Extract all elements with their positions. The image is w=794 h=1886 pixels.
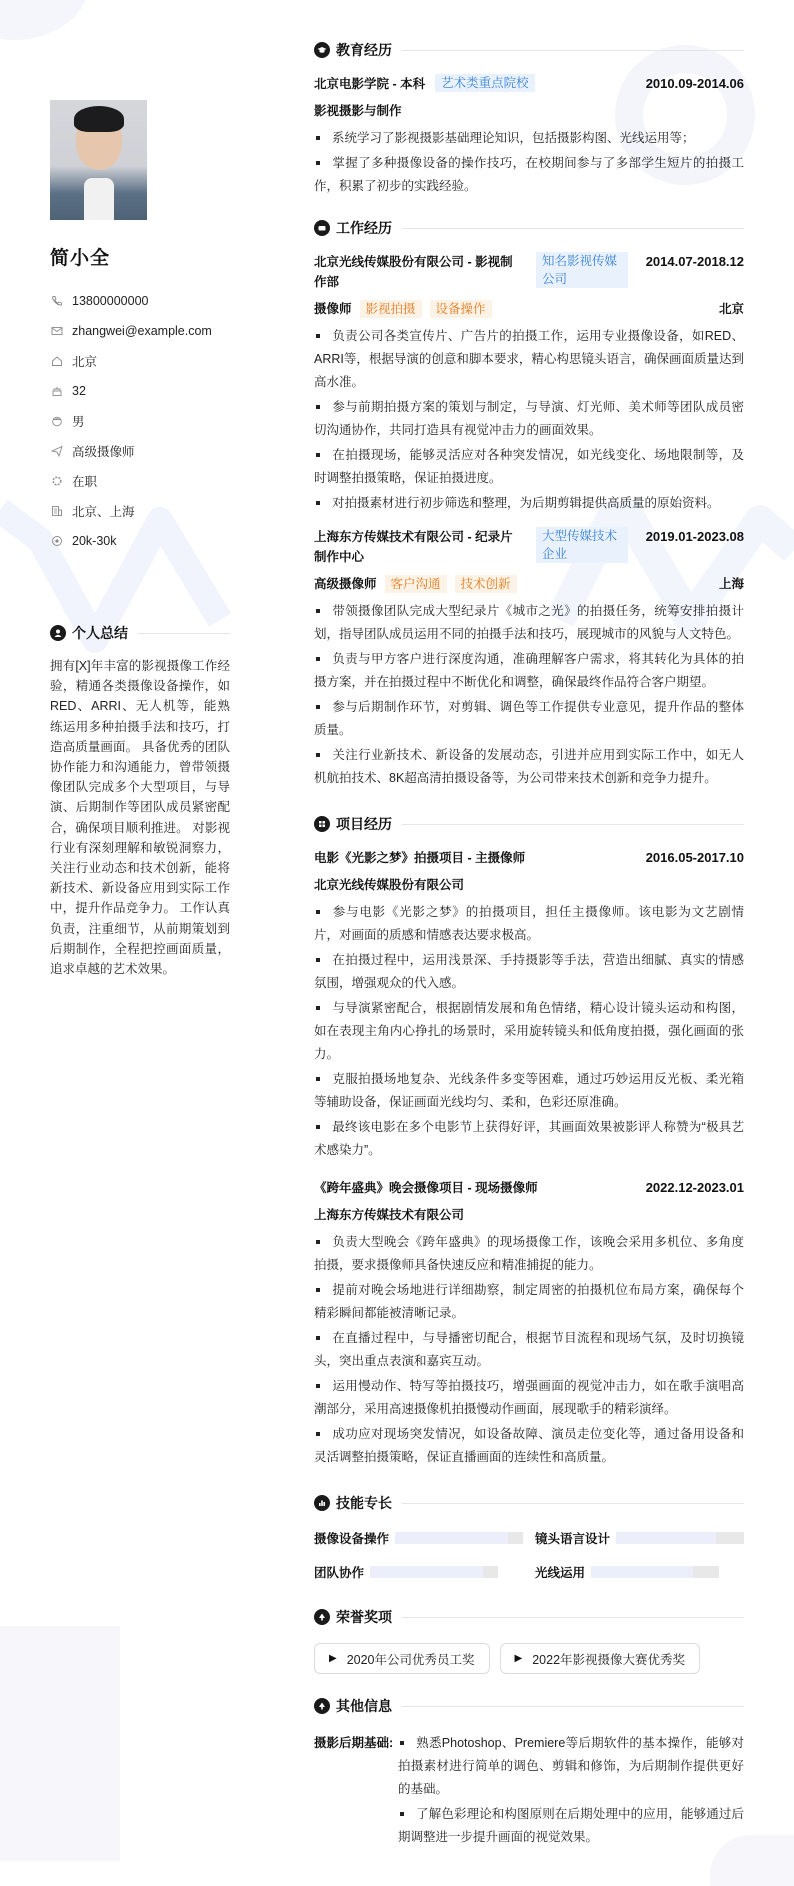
summary-text: 拥有[X]年丰富的影视摄像工作经验，精通各类摄像设备操作，如RED、ARRI、无人机等，能熟练运用多种拍摄手法和技巧，打造高质量画面。 具备优秀的团队协作能力和沟通能力，曾带领摄像团队完成多个大型项目，与导演、后期制作等团队成员紧密配合，确保项目顺利推进。 对影视行业有深刻理解和敏锐洞察力，关注行业动态和技术创新，能将新技术、新设备应用到实际工作中，提升作品竞争力。 工作认真负责，注重细节，从前期策划到后期制作，全程把控画面质量，追求卓越的艺术效果。 (50, 659, 230, 977)
sidebar (50, 100, 230, 556)
age-icon (50, 384, 64, 398)
list-item: 在拍摄过程中，运用浅景深、手持摄影等手法，营造出细腻、真实的情感氛围，增强观众的代入感。 (314, 953, 744, 990)
list-item: 负责与甲方客户进行深度沟通，准确理解客户需求，将其转化为具体的拍摄方案，并在拍摄过程中不断优化和调整，确保最终作品符合客户期望。 (314, 652, 744, 689)
other-info-row (314, 1732, 744, 1851)
project-company: 上海东方传媒技术有限公司 (314, 1208, 465, 1222)
list-item: 在直播过程中，与导播密切配合，根据节目流程和现场气氛，及时切换镜头，突出重点表演和嘉宾互动。 (314, 1331, 744, 1368)
info-position (50, 436, 230, 466)
status-value: 在职 (72, 475, 98, 489)
list-item: 参与前期拍摄方案的策划与制定，与导演、灯光师、美术师等团队成员密切沟通协作，共同打造具有视觉冲击力的画面效果。 (314, 400, 744, 437)
list-item: 带领摄像团队完成大型纪录片《城市之光》的拍摄任务，统筹安排拍摄计划，指导团队成员运用不同的拍摄手法和技巧，展现城市的风貌与人文特色。 (314, 604, 744, 641)
skill-item: 摄像设备操作 (314, 1531, 535, 1545)
other-info-bullets (398, 1732, 744, 1851)
section-title: 技能专长 (314, 1493, 744, 1513)
skill-tag: 技术创新 (455, 575, 517, 593)
section-divider (402, 50, 744, 51)
list-item: 参与电影《光影之梦》的拍摄项目，担任主摄像师。该电影为文艺剧情片，对画面的质感和情感表达要求极高。 (314, 905, 744, 942)
project-entry-header (314, 848, 744, 868)
job-role: 高级摄像师 (314, 577, 377, 591)
list-item: 最终该电影在多个电影节上获得好评，其画面效果被影评人称赞为“极具艺术感染力”。 (314, 1120, 744, 1157)
award-chip: ▶ 2022年影视摄像大赛优秀奖 (500, 1643, 701, 1674)
gender-value: 男 (72, 415, 85, 429)
section-divider (402, 228, 744, 229)
list-item: 掌握了多种摄像设备的操作技巧，在校期间参与了多部学生短片的拍摄工作，积累了初步的实践经验。 (314, 156, 744, 193)
skill-item: 镜头语言设计 (535, 1531, 744, 1545)
work-role-row (314, 299, 744, 319)
list-item: 关注行业新技术、新设备的发展动态，引进并应用到实际工作中，如无人机航拍技术、8K超高清拍摄设备等，为公司带来技术创新和竞争力提升。 (314, 748, 744, 785)
info-salary (50, 526, 230, 556)
info-status (50, 466, 230, 496)
tree-icon (314, 1698, 330, 1714)
skill-item: 团队协作 (314, 1565, 535, 1579)
list-item: 负责公司各类宣传片、广告片的拍摄工作，运用专业摄像设备，如RED、ARRI等，根据导演的创意和脚本要求，精心构思镜头语言，确保画面质量达到高水准。 (314, 329, 744, 389)
work-bullets (314, 325, 744, 515)
main-content (314, 40, 744, 1851)
info-phone (50, 286, 230, 316)
other-info-section (314, 1696, 744, 1851)
location-value: 北京 (72, 355, 98, 369)
contact-info-list (50, 286, 230, 556)
grid-icon (314, 816, 330, 832)
section-title: 教育经历 (314, 40, 744, 60)
project-date: 2022.12-2023.01 (645, 1180, 744, 1195)
age-value: 32 (72, 384, 86, 398)
project-name: 《跨年盛典》晚会摄像项目 - 现场摄像师 (314, 1181, 538, 1195)
info-gender (50, 406, 230, 436)
status-icon (50, 474, 64, 488)
salary-icon (50, 534, 64, 548)
education-date: 2010.09-2014.06 (645, 76, 744, 91)
phone-value: 13800000000 (72, 294, 149, 308)
section-divider (402, 1617, 744, 1618)
awards-list (314, 1643, 744, 1674)
list-item: 对拍摄素材进行初步筛选和整理，为后期剪辑提供高质量的原始资料。 (314, 492, 744, 515)
work-section (314, 218, 744, 790)
bar-chart-icon (314, 1495, 330, 1511)
skill-tag: 设备操作 (430, 300, 492, 318)
skill-item: 光线运用 (535, 1565, 744, 1579)
education-bullets (314, 127, 744, 198)
info-location (50, 346, 230, 376)
skill-tag: 影视拍摄 (360, 300, 422, 318)
section-divider (402, 1503, 744, 1504)
section-title: 荣誉奖项 (314, 1607, 744, 1627)
work-role-row (314, 574, 744, 594)
section-title: 其他信息 (314, 1696, 744, 1716)
skill-bar (591, 1566, 719, 1578)
work-bullets (314, 600, 744, 790)
company-badge: 大型传媒技术企业 (536, 527, 628, 563)
list-item: 了解色彩理论和构图原则在后期处理中的应用，能够通过后期调整进一步提升画面的视觉效果。 (398, 1807, 744, 1844)
major: 影视摄影与制作 (314, 104, 402, 118)
info-age (50, 376, 230, 406)
salary-value: 20k-30k (72, 534, 117, 548)
play-triangle-icon: ▶ (329, 1653, 337, 1664)
list-item: 与导演紧密配合，根据剧情发展和角色情绪，精心设计镜头运动和构图，如在表现主角内心挣扎的场景时，采用旋转镜头和低角度拍摄，强化画面的张力。 (314, 1001, 744, 1061)
section-divider (402, 824, 744, 825)
position-value: 高级摄像师 (72, 445, 135, 459)
work-location: 上海 (718, 577, 744, 591)
list-item: 熟悉Photoshop、Premiere等后期软件的基本操作，能够对拍摄素材进行简单的调色、剪辑和修饰，为后期制作提供更好的基础。 (398, 1736, 744, 1796)
education-section (314, 40, 744, 198)
list-item: 克服拍摄场地复杂、光线条件多变等困难，通过巧妙运用反光板、柔光箱等辅助设备，保证画面光线均匀、柔和，色彩还原准确。 (314, 1072, 744, 1109)
projects-section (314, 814, 744, 1469)
work-entry-header (314, 527, 744, 567)
list-item: 成功应对现场突发情况，如设备故障、演员走位变化等，通过备用设备和灵活调整拍摄策略，保证直播画面的连续性和高质量。 (314, 1427, 744, 1464)
skill-bar (370, 1566, 498, 1578)
work-location: 北京 (718, 302, 744, 316)
work-entry-header (314, 252, 744, 292)
target-city-value: 北京、上海 (72, 505, 135, 519)
background-decoration (0, 0, 90, 40)
city-icon (50, 504, 64, 518)
project-bullets (314, 1231, 744, 1469)
section-title: 工作经历 (314, 218, 744, 238)
company-badge: 知名影视传媒公司 (536, 252, 628, 288)
graduation-cap-icon (314, 42, 330, 58)
work-date: 2014.07-2018.12 (645, 254, 744, 269)
company-name: 上海东方传媒技术有限公司 - 纪录片制作中心 (314, 530, 513, 564)
section-title: 项目经历 (314, 814, 744, 834)
play-triangle-icon: ▶ (514, 1653, 523, 1664)
info-target-city (50, 496, 230, 526)
school-name: 北京电影学院 - 本科 (314, 77, 426, 91)
background-block-decoration (0, 1626, 120, 1861)
trophy-icon (314, 1609, 330, 1625)
list-item: 提前对晚会场地进行详细勘察，制定周密的拍摄机位布局方案，确保每个精彩瞬间都能被清晰记录。 (314, 1283, 744, 1320)
job-role: 摄像师 (314, 302, 352, 316)
award-chip: ▶ 2020年公司优秀员工奖 (314, 1643, 490, 1674)
position-icon (50, 444, 64, 458)
personal-summary-section (50, 623, 230, 979)
skill-tag: 客户沟通 (385, 575, 447, 593)
skill-bar (395, 1532, 523, 1544)
user-icon (50, 625, 66, 641)
awards-section (314, 1607, 744, 1674)
candidate-name: 简小全 (50, 248, 111, 269)
skills-section (314, 1493, 744, 1579)
email-value: zhangwei@example.com (72, 324, 212, 338)
briefcase-icon (314, 220, 330, 236)
list-item: 在拍摄现场，能够灵活应对各种突发情况，如光线变化、场地限制等，及时调整拍摄策略，保证拍摄进度。 (314, 448, 744, 485)
list-item: 参与后期制作环节，对剪辑、调色等工作提供专业意见，提升作品的整体质量。 (314, 700, 744, 737)
list-item: 系统学习了影视摄影基础理论知识，包括摄影构图、光线运用等； (314, 127, 744, 150)
company-name: 北京光线传媒股份有限公司 - 影视制作部 (314, 255, 513, 289)
section-title: 个人总结 (50, 623, 230, 643)
project-date: 2016.05-2017.10 (645, 850, 744, 865)
phone-icon (50, 294, 64, 308)
project-bullets (314, 901, 744, 1162)
skill-bar (616, 1532, 744, 1544)
list-item: 负责大型晚会《跨年盛典》的现场摄像工作，该晚会采用多机位、多角度拍摄，要求摄像师具备快速反应和精准捕捉的能力。 (314, 1235, 744, 1272)
project-name: 电影《光影之梦》拍摄项目 - 主摄像师 (314, 851, 526, 865)
section-divider (402, 1706, 744, 1707)
section-divider (138, 633, 230, 634)
skills-grid (314, 1531, 744, 1579)
list-item: 运用慢动作、特写等拍摄技巧，增强画面的视觉冲击力，如在歌手演唱高潮部分，采用高速摄像机拍摄慢动作画面，展现歌手的精彩演绎。 (314, 1379, 744, 1416)
other-info-label: 摄影后期基础: (314, 1736, 394, 1750)
gender-icon (50, 414, 64, 428)
home-icon (50, 354, 64, 368)
project-entry-header (314, 1178, 744, 1198)
school-badge: 艺术类重点院校 (435, 74, 535, 92)
avatar-photo (50, 100, 147, 220)
email-icon (50, 324, 64, 338)
education-entry-header (314, 74, 744, 94)
info-email (50, 316, 230, 346)
project-company: 北京光线传媒股份有限公司 (314, 878, 465, 892)
work-date: 2019.01-2023.08 (645, 529, 744, 544)
